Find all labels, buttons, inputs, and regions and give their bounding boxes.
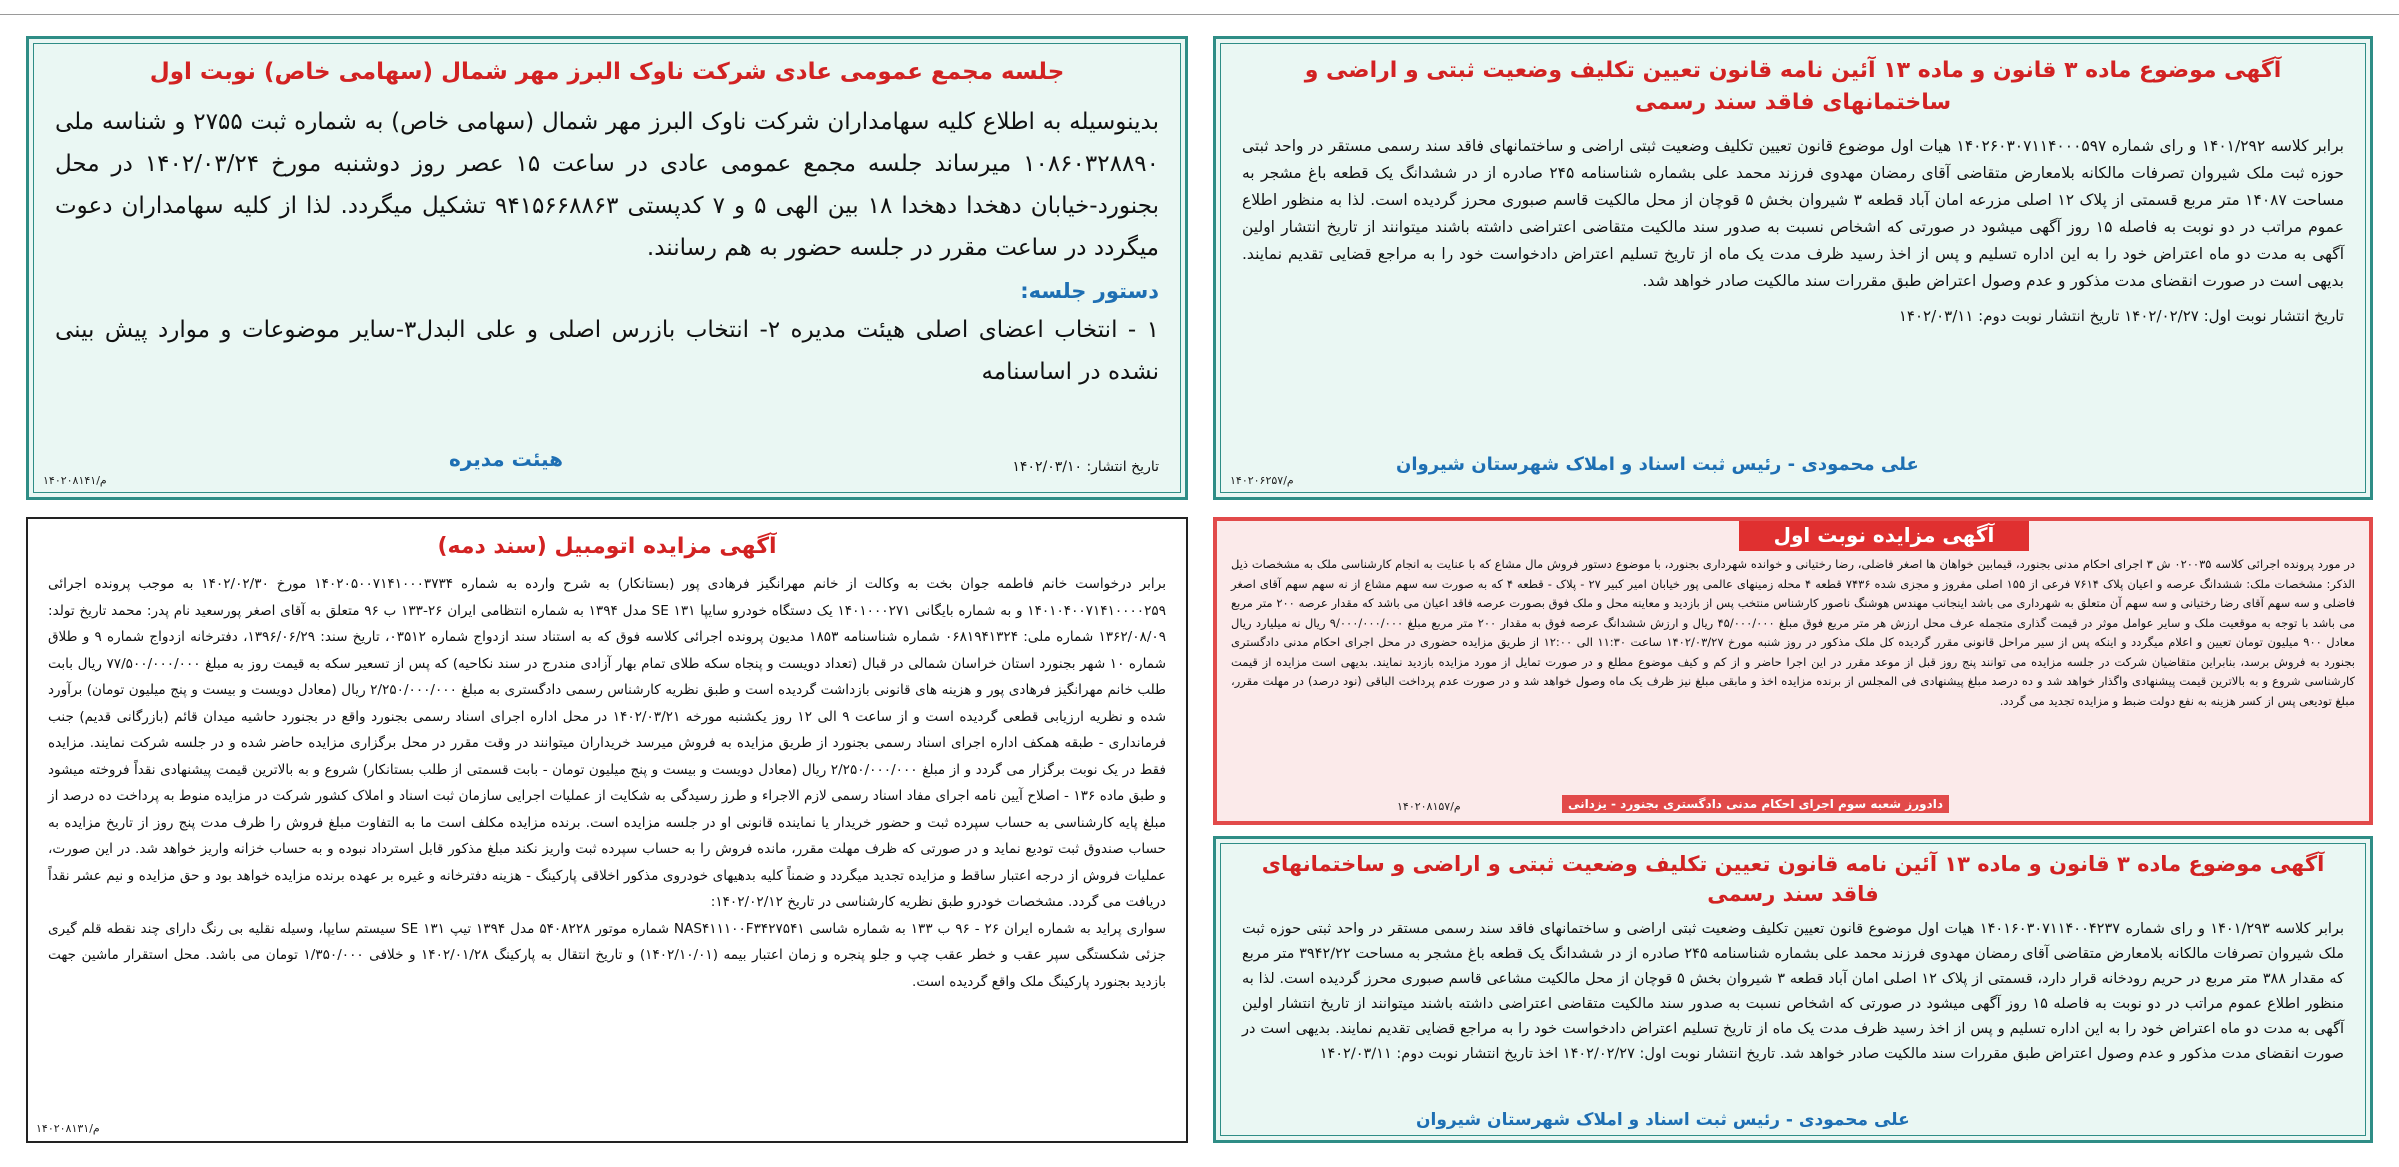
ad-registration-notice-1: [1213, 36, 2373, 500]
ad-signature: علی محمودی - رئیس ثبت اسناد و املاک شهرستان شیروان: [1416, 1110, 1910, 1130]
ad-publish-dates: تاریخ انتشار نوبت اول: ۱۴۰۲/۰۲/۲۷ تاریخ انتشار نوبت دوم: ۱۴۰۲/۰۳/۱۱: [1898, 307, 2344, 325]
ad-code: م/۱۴۰۲۰۸۱۵۷: [1397, 800, 1461, 813]
ad-signature: هیئت مدیره: [449, 447, 564, 471]
auction-banner: آگهی مزایده نوبت اول: [1739, 519, 2029, 551]
vehicle-spec: سواری پراید به شماره ایران ۲۶ - ۹۶ ب ۱۳۳ به شماره شاسی NAS۴۱۱۱۰۰F۳۴۲۷۵۴۱ شماره موتور ۵۴۰۸۲۲۸ مدل ۱۳۹۴ تیپ ۱۳۱ SE سیستم سایپا، وسیله نقلیه بی رنگ دارای چند نقطه قلم گیری جزئی شکستگی سپر عقب و خطر عقب چپ و جلو پنجره و زمان اعتبار بیمه (۱۴۰۲/۱۰/۰۱) و تاریخ انتقال به پارکینگ ۱۴۰۲/۰۱/۲۸ و خلافی ۱/۳۵۰/۰۰۰ تومان می باشد. محل استقرار ماشین جهت بازدید بجنورد پارکینگ ملک واقع گردیده است.: [48, 920, 1167, 990]
ad-body: برابر کلاسه ۱۴۰۱/۲۹۳ و رای شماره ۱۴۰۱۶۰۳۰۷۱۱۴۰۰۴۲۳۷ هیات اول موضوع قانون تعیین تکلیف وضعیت ثبتی اراضی و ساختمانهای فاقد سند رسمی مستقر در واحد ثبتی حوزه ثبت ملک شیروان تصرفات مالکانه بلامعارض متقاضی آقای رمضان مهدوی فرزند محمد علی بشماره شناسنامه ۲۴۵ صادره از در ششدانگ یک قطعه باغ مشجر به مساحت ۳۹۴۲/۲۲ متر مربع که مقدار ۳۸۸ متر مربع در حریم رودخانه قرار دارد، قسمتی از پلاک ۱۲ اصلی امان آباد قطعه ۳ شیروان بخش ۵ قوچان از محل مالکیت مشاعی قاسم صبوری محرز گردیده است. لذا به منظور اطلاع عموم مراتب در دو نوبت به فاصله ۱۵ روز آگهی میشود در صورتی که اشخاص نسبت به صدور سند مالکیت متقاضی اعتراضی داشته باشند میتوانند از تاریخ انتشار اولین آگهی به مدت دو ماه اعتراض خود را به این اداره تسلیم و پس از اخذ رسید ظرف مدت یک ماه از تاریخ تسلیم اعتراض دادخواست خود را به مراجع قضایی تقدیم نمایند. بدیهی است در صورت انقضای مدت مذکور و عدم وصول اعتراض طبق مقررات سند مالکیت صادر خواهد شد. تاریخ انتشار نوبت اول: ۱۴۰۲/۰۲/۲۷ اخذ تاریخ انتشار نوبت دوم: ۱۴۰۲/۰۳/۱۱: [1242, 921, 2345, 1062]
ad-publish-date: تاریخ انتشار: ۱۴۰۲/۰۳/۱۰: [1012, 459, 1159, 475]
agenda-text: ۱ - انتخاب اعضای اصلی هیئت مدیره ۲- انتخاب بازرس اصلی و علی البدل۳-سایر موضوعات و موارد پیش بینی نشده در اساسنامه: [55, 317, 1160, 385]
ad-code: م/۱۴۰۲۰۸۱۴۱: [43, 474, 107, 487]
ad-code: م/۱۴۰۲۰۸۱۳۱: [36, 1122, 100, 1135]
ad-body: در مورد پرونده اجرائی کلاسه ۰۲۰۰۳۵ ش ۳ اجرای احکام مدنی بجنورد، قیمابین خواهان ها اصغر فاضلی، رضا رختیانی و خوانده شهرداری بجنورد، با موضوع دستور فروش مال مشاع که با عنایت به انجام کارشناسی ملک به مشخصات ذیل الذکر: مشخصات ملک: ششدانگ عرصه و اعیان پلاک ۷۶۱۴ فرعی از ۱۵۵ اصلی مفروز و مجزی شده ۷۴۳۶ قطعه ۴ محله زمینهای عالمی پور خیابان امیر کبیر ۲۷ - پلاک - قطعه ۴ که به صورت سه سهم مشاع از نه سهم سهم آقای اصغر فاضلی و سه سهم آقای رضا رختیانی و سه سهم آن متعلق به شهرداری می باشد اینجانب مهندس هوشنگ ناصور کارشناس منتخب پس از بازدید و معاینه محل و ملک فوق بصورت عرصه فاقد اعیان می باشد که مقدار عرصه ۲۰۰ متر مربع می باشد با توجه به موقعیت ملک و سایر عوامل موثر در قیمت گذاری متجمله عرف محل ارزش هر متر مربع فوق مبلغ ۴۵/۰۰۰/۰۰۰ ریال و ارزش ششدانگ عرصه فوق به مقدار ۲۰۰ متر مربع مبلغ ۹/۰۰۰/۰۰۰/۰۰۰ ریال نه میلیارد ریال معادل ۹۰۰ میلیون تومان تعیین و اعلام میگردد و اینکه پس از سیر مراحل قانونی مقرر گردیده کل ملک مذکور در روز شنبه مورخ ۱۴۰۲/۰۳/۲۷ ساعت ۱۱:۳۰ الی ۱۲:۰۰ از طریق مزایده حضوری در محل اجرای احکام مدنی دادگستری بجنورد به فروش برسد، بنابراین متقاضیان شرکت در جلسه مزایده می توانند پنج روز قبل از موعد مقرر در این اجرا حاضر و از کم و کیف موضوع مطلع و در صورت تمایل از مورد مزایده بازدید نمایند. بدیهی است مزایده از قیمت کارشناسی شروع و به بالاترین قیمت پیشنهادی واگذار خواهد شد و ده درصد مبلغ پیشنهادی فی المجلس از برنده مزایده اخذ و مابقی مبلغ نیز ظرف یک ماه وصول خواهد شد و در صورت عدم پرداخت الباقی (نود درصد) در مهلت مقرر، مبلغ تودیعی پس از کسر هزینه به نفع دولت ضبط و مزایده تجدید می گردد.: [1231, 557, 2356, 708]
ad-body: بدینوسیله به اطلاع کلیه سهامداران شرکت ناوک البرز مهر شمال (سهامی خاص) به شماره ثبت ۲۷۵۵ و شناسه ملی ۱۰۸۶۰۳۲۸۸۹۰ میرساند جلسه مجمع عمومی عادی در ساعت ۱۵ عصر روز دوشنبه مورخ ۱۴۰۲/۰۳/۲۴ در محل بجنورد-خیابان دهخدا دهخدا ۱۸ بین الهی ۵ و ۷ کدپستی ۹۴۱۵۶۶۸۸۶۳ تشکیل میگردد. لذا از کلیه سهامداران دعوت میگردد در ساعت مقرر در جلسه حضور به هم رسانند.: [55, 109, 1159, 261]
ad-signature: علی محمودی - رئیس ثبت اسناد و املاک شهرستان شیروان: [1396, 454, 1919, 475]
ad-title: جلسه مجمع عمومی عادی شرکت ناوک البرز مهر شمال (سهامی خاص) نوبت اول: [149, 59, 1065, 85]
ad-signature: دادورز شعبه سوم اجرای احکام مدنی دادگستری بجنورد - یزدانی: [1562, 795, 1949, 813]
ad-title: آگهی موضوع ماده ۳ قانون و ماده ۱۳ آئین نامه قانون تعیین تکلیف وضعیت ثبتی و اراضی و ساختمانهای فاقد سند رسمی: [1304, 58, 2282, 115]
ad-property-auction: [1213, 517, 2373, 825]
ad-code: م/۱۴۰۲۰۶۲۵۷: [1230, 474, 1294, 487]
ad-car-auction: [26, 517, 1188, 1143]
ad-registration-notice-2: [1213, 836, 2373, 1143]
ad-title: آگهی مزایده اتومبیل (سند دمه): [437, 534, 777, 559]
agenda-heading: دستور جلسه:: [1020, 279, 1159, 303]
ad-shareholders-meeting: [26, 36, 1188, 500]
page-top-rule: [0, 14, 2399, 15]
ad-title: آگهی موضوع ماده ۳ قانون و ماده ۱۳ آئین نامه قانون تعیین تکلیف وضعیت ثبتی و اراضی و ساختمانهای فاقد سند رسمی: [1261, 852, 2325, 906]
ad-body: برابر کلاسه ۱۴۰۱/۲۹۲ و رای شماره ۱۴۰۲۶۰۳۰۷۱۱۴۰۰۰۵۹۷ هیات اول موضوع قانون تعیین تکلیف وضعیت ثبتی اراضی و ساختمانهای فاقد سند رسمی مستقر در واحد ثبتی حوزه ثبت ملک شیروان تصرفات مالکانه بلامعارض متقاضی آقای رمضان مهدوی فرزند محمد علی بشماره شناسنامه ۲۴۵ صادره از در ششدانگ یک قطعه باغ مشجر به مساحت ۱۴۰۸۷ متر مربع قسمتی از پلاک ۱۲ اصلی مزرعه امان آباد قطعه ۳ شیروان بخش ۵ قوچان از محل مالکیت قاسم صبوری محرز گردیده است. لذا به منظور اطلاع عموم مراتب در دو نوبت به فاصله ۱۵ روز آگهی میشود در صورتی که اشخاص نسبت به صدور سند مالکیت متقاضی اعتراضی داشته باشند میتوانند از تاریخ انتشار اولین آگهی به مدت دو ماه اعتراض خود را به این اداره تسلیم و پس از اخذ رسید ظرف مدت یک ماه از تاریخ تسلیم اعتراض دادخواست خود را به مراجع قضایی تقدیم نمایند. بدیهی است در صورت انقضای مدت مذکور و عدم وصول اعتراض طبق مقررات سند مالکیت صادر خواهد شد.: [1242, 137, 2344, 290]
ad-body: برابر درخواست خانم فاطمه جوان بخت به وکالت از خانم مهرانگیز فرهادی پور (بستانکار) به شرح وارده به شماره ۱۴۰۲۰۵۰۰۷۱۴۱۰۰۰۳۷۳۴ مورخ ۱۴۰۲/۰۲/۳۰ به موجب پرونده اجرائی ۱۴۰۱۰۴۰۰۷۱۴۱۰۰۰۰۲۵۹ و به شماره بایگانی ۱۴۰۱۰۰۰۲۷۱ یک دستگاه خودرو سایپا ۱۳۱ SE مدل ۱۳۹۴ به شماره انتظامی ایران ۲۶-۱۳۳ ب ۹۶ متعلق به آقای اصغر پورسعید نام پدر: محمد تاریخ تولد: ۱۳۶۲/۰۸/۰۹ شماره ملی: ۰۶۸۱۹۴۱۳۲۴ شماره شناسنامه ۱۸۵۳ مدیون پرونده اجرائی کلاسه فوق که به استناد سند ازدواج شماره ۰۳۵۱۲، تاریخ سند: ۱۳۹۶/۰۶/۲۹، دفترخانه ازدواج شماره ۹ و طلاق شماره ۱۰ شهر بجنورد استان خراسان شمالی در قبال (تعداد دویست و پنجاه سکه طلای تمام بهار آزادی مندرج در سند نکاحیه) که پس از تسعیر سکه به قیمت روز به مبلغ ۷۷/۵۰۰/۰۰۰/۰۰۰ ریال بابت طلب خانم مهرانگیز فرهادی پور و هزینه های قانونی بازداشت گردیده است و طبق نظریه کارشناس رسمی دادگستری به مبلغ ۲/۲۵۰/۰۰۰/۰۰۰ ریال (معادل دویست و بیست و پنج میلیون تومان) برآورد شده و نظریه ارزیابی قطعی گردیده است و از ساعت ۹ الی ۱۲ روز یکشنبه مورخه ۱۴۰۲/۰۳/۲۱ در محل اداره اجرای اسناد رسمی بجنورد واقع در بجنورد حاشیه میدان قائم (بازرگانی قدیم) جنب فرمانداری - طبقه همکف اداره اجرای اسناد رسمی بجنورد از طریق مزایده به فروش میرسد خریداران میتوانند در وقت مقرر در محل برگزاری مزایده حاضر شده و در جلسه شرکت نمایند. مزایده فقط در یک نوبت برگزار می گردد و از مبلغ ۲/۲۵۰/۰۰۰/۰۰۰ ریال (معادل دویست و بیست و پنج میلیون تومان - بابت قسمتی از طلب بستانکار) شروع و به بالاترین قیمت پیشنهادی نقداً فروخته میشود و طبق ماده ۱۳۶ - اصلاح آیین نامه اجرای مفاد اسناد رسمی لازم الاجراء و طرز رسیدگی به شکایت از عملیات اجرایی سازمان ثبت اسناد و املاک کشور شرکت در مزایده منوط به پرداخت ده درصد از مبلغ پایه کارشناسی به حساب سپرده ثبت و حضور خریدار یا نماینده قانونی او در جلسه مزایده است. برنده مزایده مکلف است ما به التفاوت مبلغ فروش را ظرف مدت پنج روز از تاریخ مزایده به حساب صندوق ثبت تودیع نماید و در صورتی که ظرف مهلت مقرر، مانده فروش را به حساب سپرده ثبت واریز نکند مبلغ مذکور قابل استرداد نبوده و به حساب خزانه واریز خواهد شد. در این صورت، عملیات فروش از درجه اعتبار ساقط و مزایده تجدید میگردد و ضمناً کلیه بدهیهای خودروی مذکور اخلاقی پارکینگ - هزینه دفترخانه و غیره بر عهده برنده مزایده خواهد بود و حق مزایده و نیم عشر نقداً دریافت می گردد. مشخصات خودرو طبق نظریه کارشناسی در تاریخ ۱۴۰۲/۰۲/۱۲:: [48, 576, 1167, 910]
